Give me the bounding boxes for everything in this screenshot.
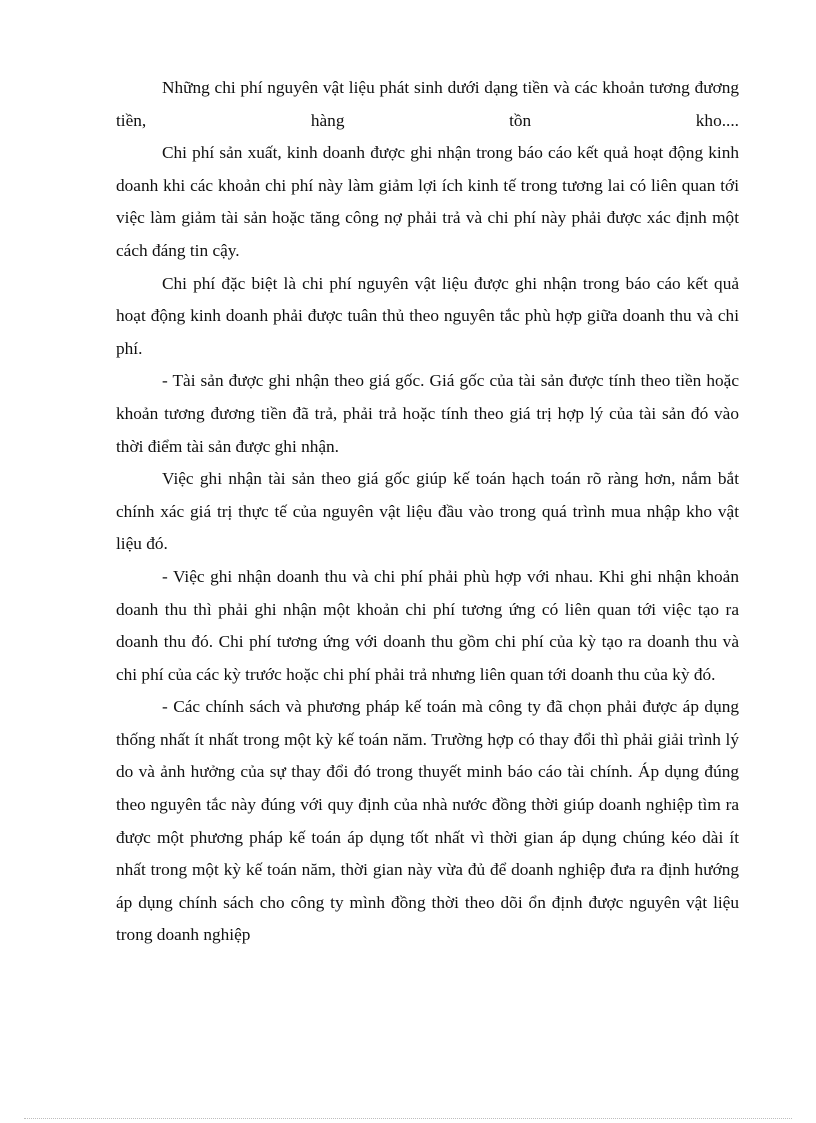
paragraph-5: Việc ghi nhận tài sản theo giá gốc giúp kế toán hạch toán rõ ràng hơn, nắm bắt chính xác giá trị thực tế của nguyên vật liệu đầu vào trong quá trình mua nhập kho vật liệu đó. xyxy=(116,469,739,554)
paragraph-6: - Việc ghi nhận doanh thu và chi phí phải phù hợp với nhau. Khi ghi nhận khoản doanh thu thì phải ghi nhận một khoản chi phí tương ứng có liên quan tới việc tạo ra doanh thu đó. Chi phí tương ứng với doanh thu gồm chi phí của kỳ tạo ra doanh thu và chi phí của các kỳ trước hoặc chi phí phải trả nhưng liên quan tới doanh thu của kỳ đó. xyxy=(116,566,739,684)
paragraph-2: Chi phí sản xuất, kinh doanh được ghi nhận trong báo cáo kết quả hoạt động kinh doanh khi các khoản chi phí này làm giảm lợi ích kinh tế trong tương lai có liên quan tới việc làm giảm tài sản hoặc tăng công nợ phải trả và chi phí này phải được xác định một cách đáng tin cậy. xyxy=(116,143,739,260)
page-bottom-divider xyxy=(24,1118,792,1119)
paragraph-7: - Các chính sách và phương pháp kế toán mà công ty đã chọn phải được áp dụng thống nhất ít nhất trong một kỳ kế toán năm. Trường hợp có thay đổi thì phải giải trình lý do và ảnh hưởng của sự thay đổi đó trong thuyết minh báo cáo tài chính. Áp dụng đúng theo nguyên tắc này đúng với quy định của nhà nước đồng thời giúp doanh nghiệp tìm ra được một phương pháp kế toán áp dụng tốt nhất vì thời gian áp dụng chúng kéo dài ít nhất trong một kỳ kế toán năm, thời gian này vừa đủ để doanh nghiệp đưa ra định hướng áp dụng chính sách cho công ty mình đồng thời theo dõi ổn định được nguyên vật liệu trong doanh nghiệp xyxy=(116,697,739,945)
document-body xyxy=(116,72,739,952)
paragraph-1: Những chi phí nguyên vật liệu phát sinh dưới dạng tiền và các khoản tương đương tiền, hàng tồn kho.... xyxy=(116,78,739,130)
paragraph-3: Chi phí đặc biệt là chi phí nguyên vật liệu được ghi nhận trong báo cáo kết quả hoạt động kinh doanh phải được tuân thủ theo nguyên tắc phù hợp giữa doanh thu và chi phí. xyxy=(116,273,739,358)
paragraph-4: - Tài sản được ghi nhận theo giá gốc. Giá gốc của tài sản được tính theo tiền hoặc khoản tương đương tiền đã trả, phải trả hoặc tính theo giá trị hợp lý của tài sản đó vào thời điểm tài sản được ghi nhận. xyxy=(116,371,739,456)
